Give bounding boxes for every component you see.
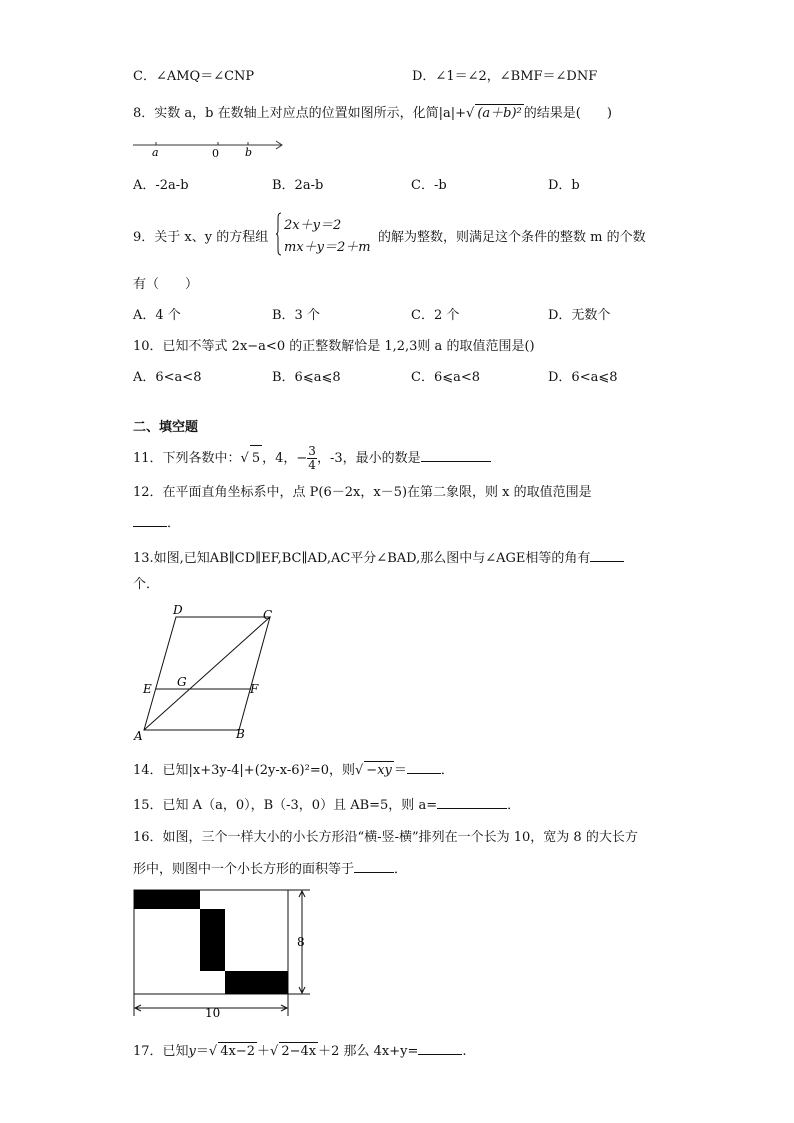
q8-radicand: (a＋b)² (477, 106, 522, 121)
q11-frac-den: 4 (308, 458, 316, 472)
label-e: E (143, 682, 152, 696)
q14-end: ． (440, 763, 454, 778)
q15-stem (133, 796, 520, 815)
width-label: 10 (205, 1006, 221, 1020)
q9-stem-post: 的解为整数，则满足这个条件的整数 m 的个数 (378, 230, 646, 245)
label-c: C (263, 608, 273, 622)
q17-radicand-1: 4x−2 (220, 1044, 255, 1059)
q9-option-b: B．3 个 (272, 308, 320, 323)
q17-tail: ＋2 那么 4x+y= (318, 1044, 419, 1059)
q15-end: ． (507, 798, 521, 813)
q13-stem: 13.如图,已知AB∥CD∥EF,BC∥AD,AC平分∠BAD,那么图中与∠AGE相等的角有 (133, 551, 591, 566)
q11-post: ，-3，最小的数是 (316, 451, 421, 466)
small-rect-vertical (200, 909, 225, 971)
axis-label-zero: 0 (212, 147, 219, 160)
q9-option-c: C．2 个 (411, 308, 460, 323)
label-g: G (177, 675, 187, 689)
q10-option-b: B．6⩽a⩽8 (272, 370, 341, 385)
q9-equation-2: mx＋y＝2＋m (284, 240, 371, 255)
q14-stem (133, 761, 454, 780)
q7-option-d: D．∠1＝∠2，∠BMF＝∠DNF (412, 69, 598, 84)
axis-label-b: b (245, 146, 253, 159)
q11-frac-num: 3 (308, 444, 316, 458)
label-b: B (236, 727, 245, 741)
q17-y: y (188, 1044, 196, 1059)
sqrt-symbol: √ (208, 1044, 218, 1059)
section-title-fill-in: 二、填空题 (133, 420, 199, 435)
q16-rectangle-figure (128, 884, 320, 1024)
q15-answer-blank[interactable] (437, 796, 507, 809)
q9-equation-1: 2x＋y＝2 (284, 218, 342, 233)
axis-label-a: a (152, 146, 159, 159)
q17-eq: ＝ (195, 1044, 209, 1059)
q11-fraction (307, 445, 317, 472)
q9-stem-pre: 9．关于 x、y 的方程组 (133, 230, 269, 245)
sqrt-symbol: √ (466, 106, 475, 121)
label-d: D (173, 603, 183, 617)
q17-stem (133, 1042, 467, 1061)
q8-option-b: B．2a-b (272, 178, 324, 193)
q12-end: ． (167, 516, 181, 531)
q10-option-d: D．6<a⩽8 (548, 370, 618, 385)
q10-stem: 10．已知不等式 2x−a<0 的正整数解恰是 1,2,3则 a 的取值范围是() (133, 339, 535, 354)
q11-answer-blank[interactable] (421, 449, 491, 462)
q9-stem-line2: 有（ ） (133, 277, 199, 292)
q9-option-a: A．4 个 (133, 308, 181, 323)
q16-answer-blank[interactable] (354, 860, 394, 873)
sqrt-symbol: √ (355, 763, 364, 778)
q16-stem-line2: 形中，则图中一个小长方形的面积等于 (133, 862, 355, 877)
q7-option-c: C．∠AMQ＝∠CNP (133, 69, 255, 84)
q8-stem (133, 104, 612, 123)
brace-symbol (276, 212, 282, 256)
q13-line1 (133, 549, 624, 568)
q9-equation-system (276, 212, 376, 256)
q8-option-c: C．-b (411, 178, 447, 193)
q8-stem-post: 的结果是( ) (523, 106, 612, 121)
q13-answer-blank[interactable] (590, 549, 624, 562)
sqrt-symbol: √ (270, 1044, 279, 1059)
q12-line1: 12．在平面直角坐标系中，点 P(6－2x，x－5)在第二象限，则 x 的取值范围是 (133, 485, 592, 500)
q16-line1: 16．如图，三个一样大小的小长方形沿“横-竖-横”排列在一个长为 10，宽为 8 的大长方 (133, 830, 638, 845)
q8-stem-pre: 8．实数 a，b 在数轴上对应点的位置如图所示，化简|a|+ (133, 106, 467, 121)
label-a: A (134, 729, 143, 743)
q11-pre: 11．下列各数中： (133, 451, 241, 466)
small-rect-horizontal-top (134, 890, 200, 909)
q8-option-d: D．b (548, 178, 580, 193)
q14-pre: 14．已知|x+3y-4|+(2y-x-6)²=0，则 (133, 763, 355, 778)
q13-line2: 个． (133, 577, 160, 592)
q11-stem (133, 445, 491, 472)
q17-radicand-2: 2−4x (281, 1044, 317, 1059)
q16-line2 (133, 860, 407, 879)
q9-option-d: D．无数个 (548, 308, 611, 323)
q11-sqrt-value: 5 (250, 445, 262, 472)
q8-number-line (130, 136, 290, 162)
q12-answer-blank[interactable] (133, 514, 167, 527)
q8-option-a: A．-2a-b (133, 178, 189, 193)
q17-plus: ＋ (257, 1044, 271, 1059)
q17-end: . (462, 1044, 467, 1059)
q15-text: 15．已知 A（a，0），B（-3，0）且 AB=5，则 a= (133, 798, 438, 813)
q10-option-c: C．6⩽a<8 (411, 370, 481, 385)
q14-answer-blank[interactable] (407, 761, 441, 774)
q14-radicand: −xy (366, 763, 392, 778)
height-label: 8 (297, 935, 305, 949)
small-rect-horizontal-bottom (225, 971, 288, 994)
sqrt-symbol: √ (240, 451, 249, 466)
q11-mid: ，4，− (262, 451, 308, 466)
q16-end: ． (394, 862, 408, 877)
q10-option-a: A．6<a<8 (133, 370, 202, 385)
q17-answer-blank[interactable] (418, 1042, 462, 1055)
q14-post: ＝ (393, 763, 407, 778)
q13-parallelogram-figure (130, 600, 280, 744)
q17-pre: 17．已知 (133, 1044, 189, 1059)
q12-line2 (133, 514, 180, 533)
label-f: F (250, 682, 259, 696)
